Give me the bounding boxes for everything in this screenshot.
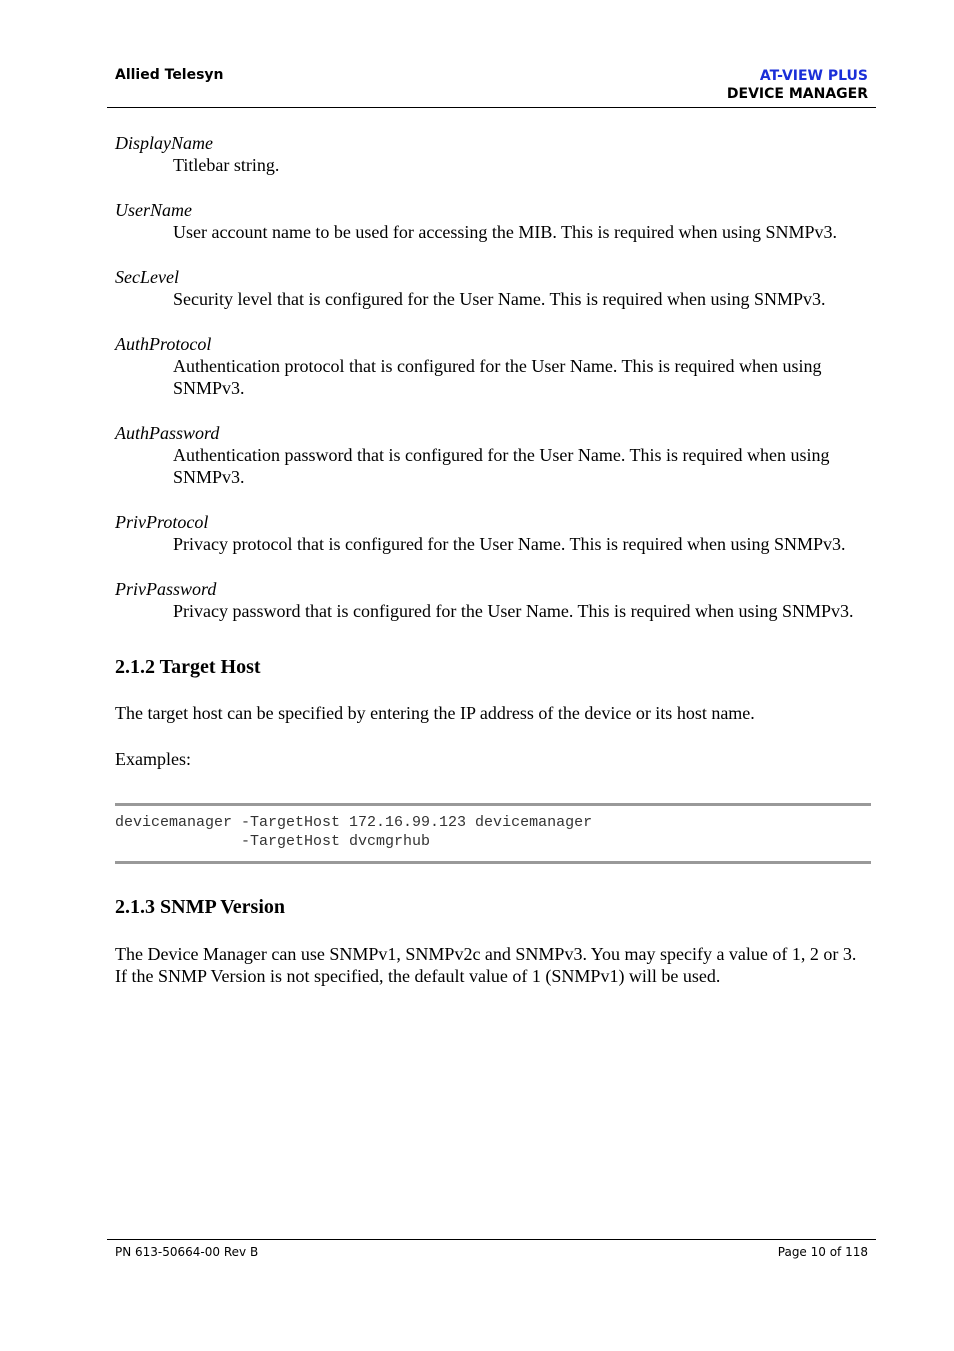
- definition-description: Authentication password that is configured for the User Name. This is required when using SNMPv3.: [173, 445, 830, 487]
- definition-description: Authentication protocol that is configured for the User Name. This is required when using SNMPv3.: [173, 356, 822, 398]
- definition-description: User account name to be used for accessing the MIB. This is required when using SNMPv3.: [173, 222, 838, 242]
- header-rule: [107, 107, 876, 108]
- definition-entry: [115, 199, 871, 243]
- definition-term: DisplayName: [115, 133, 213, 153]
- code-example: [115, 803, 871, 864]
- definition-description: Security level that is configured for the User Name. This is required when using SNMPv3.: [173, 289, 826, 309]
- definition-term: UserName: [115, 200, 192, 220]
- header-subtitle: DEVICE MANAGER: [726, 86, 868, 102]
- footer-page-number: Page 10 of 118: [777, 1245, 868, 1259]
- definition-entry: [115, 578, 871, 622]
- definition-entry: [115, 511, 871, 555]
- section-heading-target-host: 2.1.2 Target Host: [115, 656, 261, 678]
- definition-term: AuthPassword: [115, 423, 220, 443]
- definition-entry: [115, 422, 871, 488]
- page-content: [115, 132, 871, 987]
- definition-term: SecLevel: [115, 267, 179, 287]
- definition-entry: [115, 333, 871, 399]
- definition-description: Titlebar string.: [173, 155, 280, 175]
- definition-description: Privacy password that is configured for the User Name. This is required when using SNMPv3.: [173, 601, 854, 621]
- header-right: [727, 67, 868, 103]
- definition-list: [115, 132, 871, 622]
- code-line: devicemanager -TargetHost 172.16.99.123 devicemanager: [115, 814, 593, 831]
- examples-label: Examples:: [115, 749, 191, 769]
- code-line: -TargetHost dvcmgrhub: [115, 833, 431, 850]
- definition-entry: [115, 266, 871, 310]
- definition-term: AuthProtocol: [115, 334, 212, 354]
- footer-part-number: PN 613-50664-00 Rev B: [115, 1245, 259, 1259]
- footer-rule: [107, 1239, 876, 1240]
- snmp-version-body: The Device Manager can use SNMPv1, SNMPv2c and SNMPv3. You may specify a value of 1, 2 or 3. If the SNMP Version is not specified, the default value of 1 (SNMPv1) will be used.: [115, 944, 857, 986]
- definition-description: Privacy protocol that is configured for the User Name. This is required when using SNMPv3.: [173, 534, 846, 554]
- definition-term: PrivPassword: [115, 579, 217, 599]
- header-company: Allied Telesyn: [115, 67, 224, 83]
- target-host-body: The target host can be specified by entering the IP address of the device or its host name.: [115, 703, 755, 723]
- header-product: AT-VIEW PLUS: [759, 68, 868, 84]
- definition-term: PrivProtocol: [115, 512, 209, 532]
- section-heading-snmp-version: 2.1.3 SNMP Version: [115, 896, 286, 918]
- definition-entry: [115, 132, 871, 176]
